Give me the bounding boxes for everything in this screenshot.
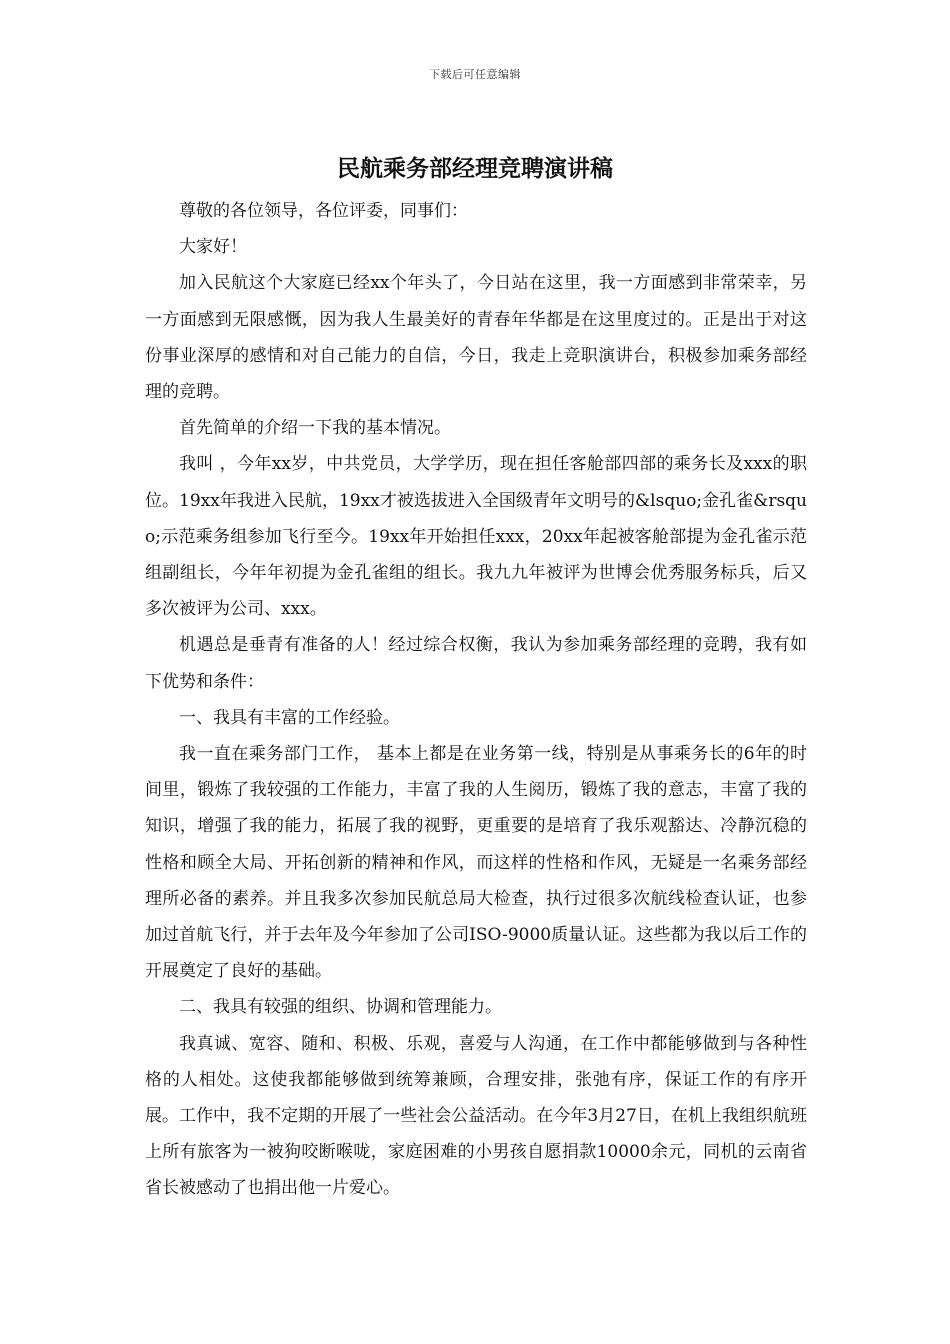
salutation-paragraph: 尊敬的各位领导，各位评委，同事们： <box>179 201 468 221</box>
greeting-paragraph: 大家好！ <box>179 237 247 258</box>
header-note: 下载后可任意编辑 <box>429 68 521 81</box>
body-paragraph: 我真诚、宽容、随和、积极、乐观，喜爱与人沟通，在工作中都能够做到与各种性格的人相处。这使我都能够做到统筹兼顾，合理安排，张弛有序，保证工作的有序开展。工作中，我不定期的开展了一些社会公益活动。在今年3月27日，在机上我组织航班上所有旅客为一被狗咬断喉咙，家庭困难的小男孩自愿捐款10000余元，同机的云南省省长被感动了也捐出他一片爱心。 <box>145 1033 807 1199</box>
body-paragraph: 我一直在乘务部门工作， 基本上都是在业务第一线，特别是从事乘务长的6年的时间里，锻炼了我较强的工作能力，丰富了我的人生阅历，锻炼了我的意志，丰富了我的知识，增强了我的能力，拓展了我的视野，更重要的是培育了我乐观豁达、冷静沉稳的性格和顾全大局、开拓创新的精神和作风，而这样的性格和作风，无疑是一名乘务部经理所必备的素养。并且我多次参加民航总局大检查，执行过很多次航线检查认证，也参加过首航飞行，并于去年及今年参加了公司ISO-9000质量认证。这些都为我以后工作的开展奠定了良好的基础。 <box>145 744 807 982</box>
body-paragraph: 我叫 ，今年xx岁，中共党员，大学学历，现在担任客舱部四部的乘务长及xxx的职位。19xx年我进入民航，19xx才被选拔进入全国级青年文明号的&lsquo;金孔雀&rsquo;示范乘务组参加飞行至今。19xx年开始担任xxx，20xx年起被客舱部提为金孔雀示范组副组长，今年年初提为金孔雀组的组长。我九九年被评为世博会优秀服务标兵，后又多次被评为公司、xxx。 <box>145 454 807 620</box>
document-title: 民航乘务部经理竞聘演讲稿 <box>337 155 613 182</box>
section-heading: 一、我具有丰富的工作经验。 <box>179 707 400 728</box>
document-body <box>145 193 807 1207</box>
body-paragraph: 机遇总是垂青有准备的人！经过综合权衡，我认为参加乘务部经理的竞聘，我有如下优势和条件： <box>145 635 807 692</box>
body-paragraph: 加入民航这个大家庭已经xx个年头了，今日站在这里，我一方面感到非常荣幸，另一方面感到无限感慨，因为我人生最美好的青春年华都是在这里度过的。正是出于对这份事业深厚的感情和对自己能力的自信，今日，我走上竞职演讲台，积极参加乘务部经理的竞聘。 <box>145 273 807 403</box>
section-heading: 二、我具有较强的组织、协调和管理能力。 <box>179 997 502 1018</box>
body-paragraph: 首先简单的介绍一下我的基本情况。 <box>179 418 451 439</box>
